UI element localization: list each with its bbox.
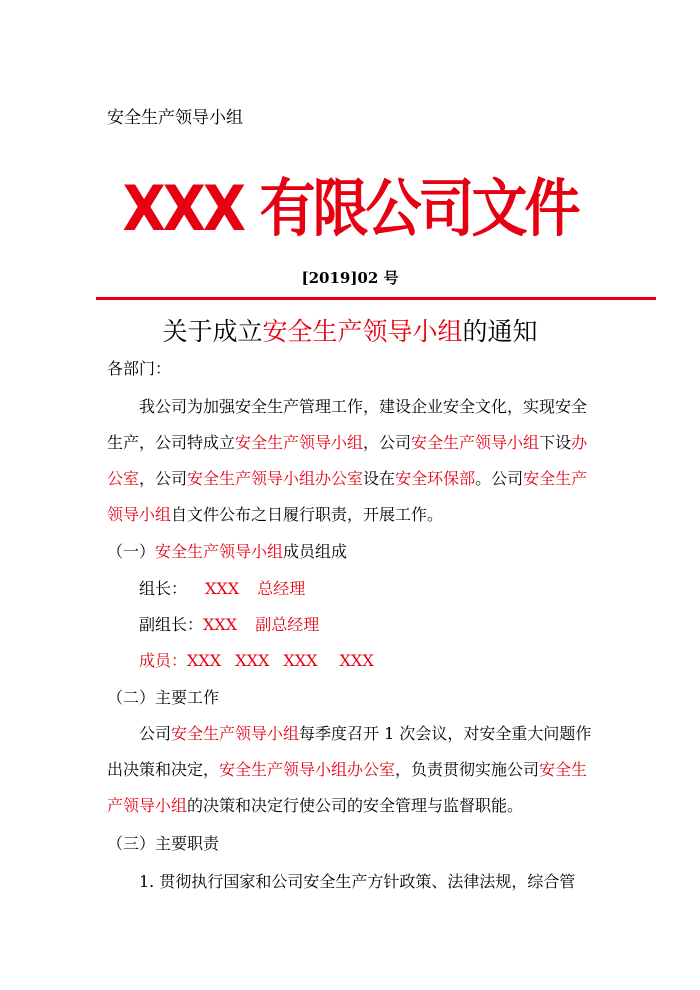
member-name: XXX [187, 651, 222, 670]
notice-title-prefix: 关于成立 [162, 317, 263, 346]
members-row [139, 643, 374, 679]
intro-text-1: 我公司为加强安全生产管理工作，建设企业安全文化，实现安全生产，公司特成立 [107, 397, 588, 452]
intro-highlight-5: 安全环保部 [395, 469, 476, 488]
member-name: XXX [339, 651, 374, 670]
section1-highlight: 安全生产领导小组 [155, 542, 284, 561]
intro-text-6: 。公司 [475, 469, 524, 488]
intro-text-5: 设在 [363, 469, 396, 488]
leader-title: 总经理 [257, 579, 306, 598]
intro-highlight-2: 安全生产领导小组 [411, 433, 540, 452]
document-banner-title: XXX 有限公司文件 [122, 173, 578, 246]
intro-text-2: ，公司 [363, 433, 412, 452]
section3-heading: （三）主要职责 [107, 834, 220, 853]
red-divider [96, 297, 656, 300]
leader-label: 组长： [139, 579, 188, 598]
section1-heading [107, 534, 347, 570]
members-label: 成员： [139, 651, 188, 670]
deputy-row [139, 607, 319, 643]
section2-paragraph [107, 716, 597, 824]
deputy-label: 副组长： [139, 615, 204, 634]
document-number: [2019]02 号 [301, 269, 399, 287]
member-name: XXX [235, 651, 270, 670]
leader-name: XXX [205, 579, 240, 598]
section2-highlight-2: 安全生产领导小组办公室 [219, 760, 396, 779]
section3-item-1: 1. 贯彻执行国家和公司安全生产方针政策、法律法规，综合管 [139, 872, 576, 891]
section2-text-2: 每季度召开 1 次会议，对安全重大问题作出决策和决定， [107, 724, 592, 779]
section2-heading: （二）主要工作 [107, 688, 220, 707]
intro-text-3: 下设 [539, 433, 572, 452]
intro-highlight-1: 安全生产领导小组 [235, 433, 364, 452]
section1-suffix: 成员组成 [283, 542, 348, 561]
salutation: 各部门： [107, 359, 172, 378]
member-name: XXX [283, 651, 318, 670]
section2-text-1: 公司 [139, 724, 172, 743]
intro-highlight-4: 安全生产领导小组办公室 [187, 469, 364, 488]
section2-text-3: ，负责贯彻实施公司 [395, 760, 540, 779]
notice-title-highlight: 安全生产领导小组 [262, 317, 463, 346]
intro-highlight-6: 安全生产领导小组 [107, 469, 588, 524]
leader-row [139, 571, 305, 607]
deputy-name: XXX [203, 615, 238, 634]
header-label: 安全生产领导小组 [107, 108, 243, 128]
section2-highlight-3: 安全生产领导小组 [107, 760, 588, 815]
section2-text-4: 的决策和决定行使公司的安全管理与监督职能。 [187, 796, 524, 815]
intro-highlight-3: 办公室 [107, 433, 588, 488]
section2-highlight-1: 安全生产领导小组 [171, 724, 300, 743]
deputy-title: 副总经理 [255, 615, 320, 634]
notice-title-suffix: 的通知 [462, 317, 538, 346]
intro-text-7: 自文件公布之日履行职责，开展工作。 [171, 505, 444, 524]
section1-prefix: （一） [107, 542, 156, 561]
notice-title [0, 312, 700, 352]
intro-text-4: ，公司 [139, 469, 188, 488]
intro-paragraph [107, 389, 597, 533]
